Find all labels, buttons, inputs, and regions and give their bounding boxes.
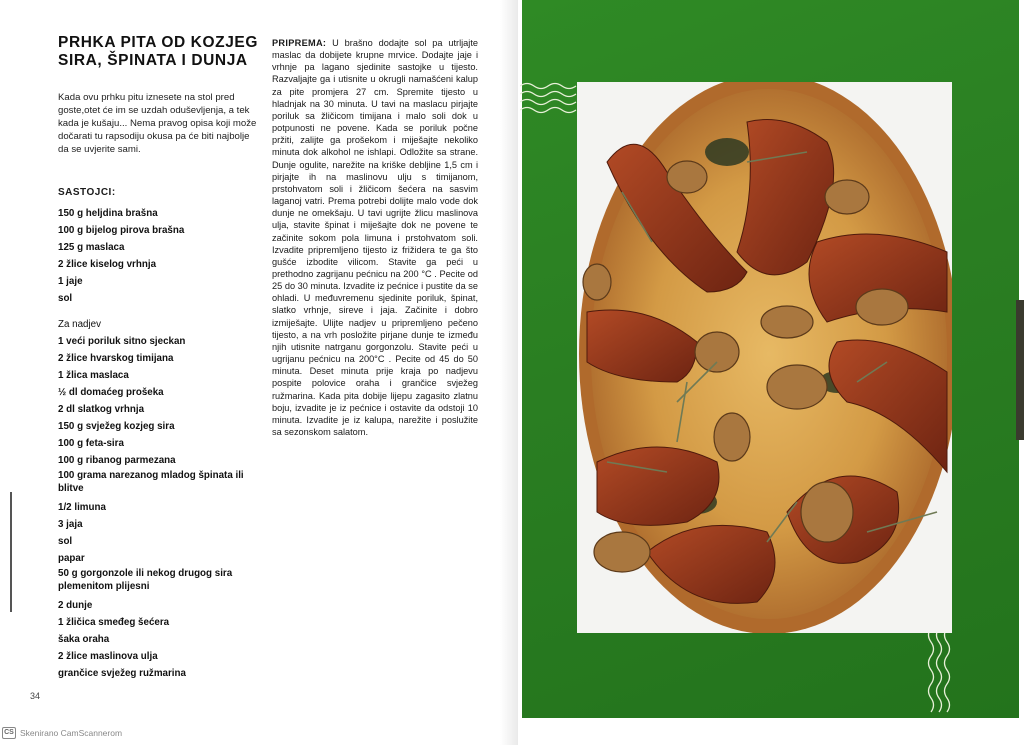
scanner-watermark [2,727,122,739]
page-edge-mark [10,492,12,612]
recipe-intro: Kada ovu prhku pitu iznesete na stol pred goste,otet će im se uzdah oduševljenja, a tek kada je kušaju... Nema pravog opisa koji može dočarati tu rapsodiju okusa pa će biti najbolje da se uvjerite sami. [58,92,257,155]
page-edge-strip [1016,300,1024,440]
ingredient-item: sol [58,536,73,547]
ingredient-item: 3 jaja [58,519,83,530]
tart-photo [577,82,952,633]
wave-decoration-icon [925,628,959,718]
ingredient-item: 1 veći poriluk sitno sjeckan [58,336,186,347]
ingredient-item: 1 žličica smeđeg šećera [58,617,170,628]
ingredient-item: 2 žlice maslinova ulja [58,651,158,662]
wave-decoration-icon [520,80,580,116]
ingredient-item: 100 g ribanog parmezana [58,455,176,466]
scanner-watermark-text: Skenirano CamScannerom [20,728,123,738]
preparation-paragraph [272,37,478,438]
page-number: 34 [30,691,41,701]
camscanner-logo-icon: CS [2,727,16,739]
ingredient-item: sol [58,293,73,304]
ingredient-item: 150 g heljdina brašna [58,208,158,219]
ingredient-item: 125 g maslaca [58,242,125,253]
ingredient-item: 2 dunje [58,600,93,611]
ingredient-item: 1 žlica maslaca [58,370,129,381]
ingredient-item: 2 dl slatkog vrhnja [58,404,145,415]
tart-illustration [577,82,952,633]
ingredient-item: 150 g svježeg kozjeg sira [58,421,175,432]
preparation-label: PRIPREMA: [272,38,327,48]
ingredient-item: grančice svježeg ružmarina [58,668,186,679]
ingredient-item: šaka oraha [58,634,110,645]
ingredients-heading: SASTOJCI: [58,187,116,198]
filling-subheading: Za nadjev [58,319,102,330]
ingredient-item: 100 grama narezanog mladog špinata ili blitve [58,470,244,494]
ingredient-item: papar [58,553,85,564]
ingredients-list [58,205,268,682]
preparation-text: U brašno dodajte sol pa utrljajte maslac da dobijete krupne mrvice. Dodajte jaje i vrhnje pa lagano sjedinite sastojke u tijesto. Razvaljajte ga i utisnite u okrugli namašćeni kalup za pite promjera 27 cm. Spremite tijesto u hladnjak na 30 minuta. U tavi na maslacu pirjajte poriluk sa žličicom timijana i malo soli dok u potpunosti ne povene. Kada se poriluk počne pržiti, zalijte ga prošekom i miješajte nekoliko minuta dok alkohol ne ishlapi. Odložite sa strane. Dunje ogulite, narežite na kriške debljine 1,5 cm i pirjajte ih na maslinovu ulju s timijanom, prstohvatom soli i žličicom šećera na sasvim laganoj vatri. Prema potrebi dolijte malo vode dok dunje ne omekšaju. U tavi ugrijte žlicu maslinova ulja, stavite špinat i miješajte dok ne povene te začinite sokom pola limuna i prstohvatom soli. Izvadite pripremljeno tijesto iz frižidera te ga što gušće izbodite vilicom. Stavite ga peći u prethodno zagrijanu pećnicu na 200 °C . Pecite od 25 do 30 minuta. Izvadite iz pećnice i pustite da se ohladi. U međuvremenu sjedinite poriluk, špinat, slatko vrhnje, sireve i jaja. Začinite i dobro izmiješajte. Ulijte nadjev u pripremljeno pečeno tijesto, a na vrh posložite pirjane dunje te između njih utisnite natrganu gorgonzolu. Stavite peći u ugrijanu pećnicu na 200°C . Pecite od 45 do 50 minuta. Deset minuta prije kraja po nadjevu pospite polovice oraha i grančice svježeg ružmarina. Kada pita dobije lijepu zagasito zlatnu boju, izvadite je iz pećnice i ostavite da odstoji 10 minuta. Izvadite je iz kalupa, narežite i poslužite sa sezonskom salatom. [272,38,478,437]
ingredient-item: 100 g feta-sira [58,438,124,449]
ingredient-item: 100 g bijelog pirova brašna [58,225,185,236]
ingredient-item: 2 žlice kiselog vrhnja [58,259,157,270]
ingredient-item: 50 g gorgonzole ili nekog drugog sira plemenitom plijesni [58,568,233,592]
recipe-title: PRHKA PITA OD KOZJEG SIRA, ŠPINATA I DUNJA [58,34,259,69]
ingredient-item: 2 žlice hvarskog timijana [58,353,174,364]
ingredient-item: 1/2 limuna [58,502,106,513]
ingredient-item: 1 jaje [58,276,83,287]
ingredient-item: ½ dl domaćeg prošeka [58,387,164,398]
